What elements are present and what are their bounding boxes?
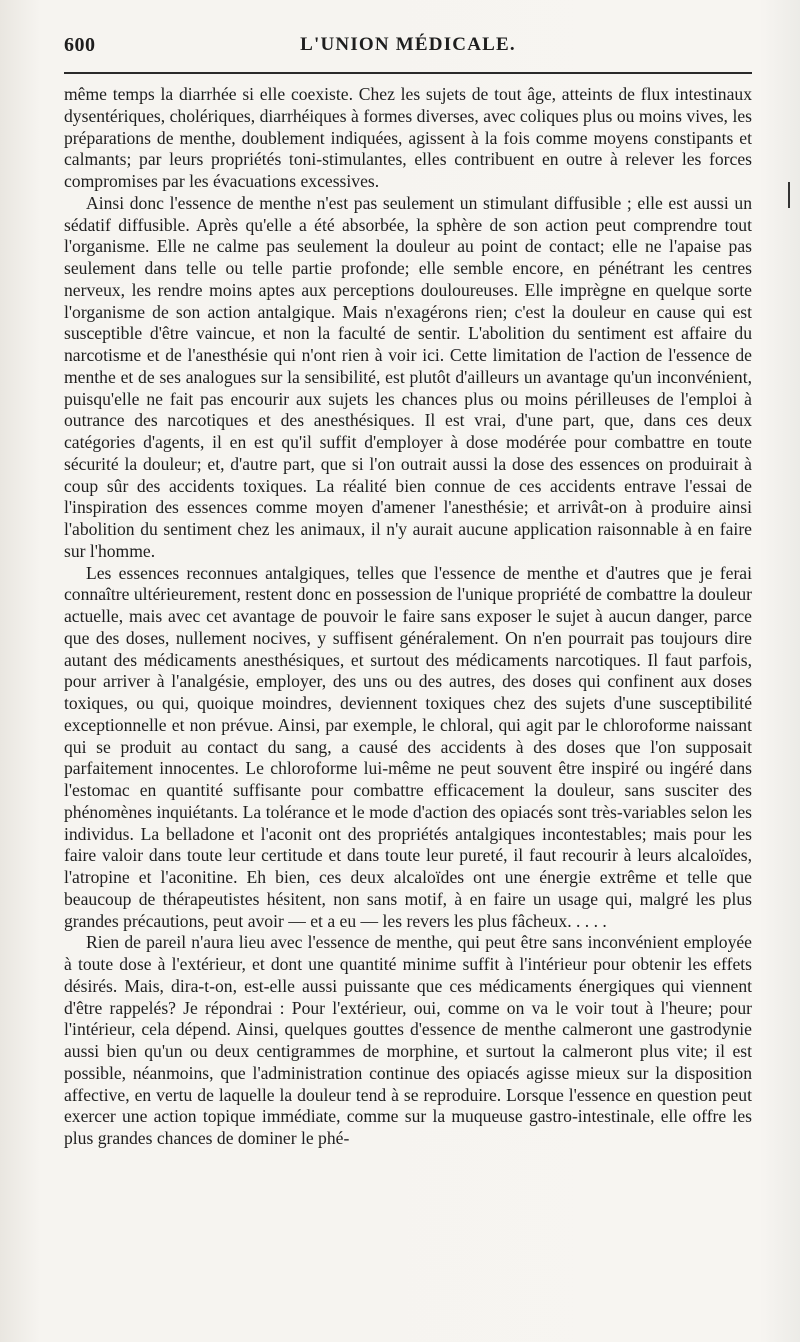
paragraph: Les essences reconnues antalgiques, telles que l'essence de menthe et d'autres que je ferai connaître ultérieurement, restent donc en possession de l'unique propriété de combattre la douleur actuelle, mais avec cet avantage de pouvoir le faire sans exposer le sujet à aucun danger, parce que des doses, nullement nocives, y suffisent généralement. On n'en pourrait pas toujours dire autant des médicaments anesthésiques, et surtout des médicaments narcotiques. Il faut parfois, pour arriver à l'analgésie, employer, des uns ou des autres, des doses qui confinent aux doses toxiques, ou qui, quoique moindres, deviennent toxiques chez des sujets d'une susceptibilité exceptionnelle et non prévue. Ainsi, par exemple, le chloral, qui agit par le chloroforme naissant qui se produit au contact du sang, a causé des accidents à des doses que l'on supposait parfaitement innocentes. Le chloroforme lui-même ne peut souvent être inspiré ou ingéré dans l'estomac en quantité suffisante pour combattre efficacement la douleur, sans susciter des phénomènes inquiétants. La tolérance et le mode d'action des opiacés sont très-variables selon les individus. La belladone et l'aconit ont des propriétés antalgiques incontestables; mais pour les faire valoir dans toute leur certitude et dans toute leur pureté, il faut recourir à leurs alcaloïdes, l'atropine et l'aconitine. Eh bien, ces deux alcaloïdes ont une énergie extrême et telle que beaucoup de thérapeutistes hésitent, non sans motif, à en faire un usage qui, malgré les plus grandes précautions, peut avoir — et a eu — les revers les plus fâcheux. . . . . xyxy=(64,562,752,931)
paragraph: Rien de pareil n'aura lieu avec l'essence de menthe, qui peut être sans inconvénient employée à toute dose à l'extérieur, et dont une quantité minime suffit à l'intérieur pour obtenir les effets désirés. Mais, dira-t-on, est-elle aussi puissante que ces médicaments énergiques qui viennent d'être rappelés? Je répondrai : Pour l'extérieur, oui, comme on va le voir tout à l'heure; pour l'intérieur, cela dépend. Ainsi, quelques gouttes d'essence de menthe calmeront une gastrodynie aussi bien qu'un ou deux centigrammes de morphine, et surtout la calmeront plus vite; il est possible, néanmoins, que l'administration continue des opiacés agisse mieux sur la disposition affective, en vertu de laquelle la douleur tend à se reproduire. Lorsque l'essence en question peut exercer une action topique immédiate, comme sur la muqueuse gastro-intestinale, elle offre les plus grandes chances de dominer le phé- xyxy=(64,932,752,1148)
running-title: L'UNION MÉDICALE. xyxy=(300,34,516,55)
paragraph: Ainsi donc l'essence de menthe n'est pas seulement un stimulant diffusible ; elle est aussi un sédatif diffusible. Après qu'elle a été absorbée, la sphère de son action peut comprendre tout l'organisme. Elle ne calme pas seulement la douleur au point de contact; elle ne l'apaise pas seulement dans telle ou telle partie profonde; elle semble encore, en pénétrant les centres nerveux, les rendre moins aptes aux perceptions douloureuses. Elle imprègne en quelque sorte l'organisme de son action antalgique. Mais n'exagérons rien; c'est la douleur en cause qui est susceptible d'être vaincue, et non la faculté de sentir. L'abolition du sentiment est affaire du narcotisme et de l'anesthésie qui n'ont rien à voir ici. Cette limitation de l'action de l'essence de menthe et de ses analogues sur la sensibilité, est plutôt d'ailleurs un avantage qu'un inconvénient, puisqu'elle ne fait pas encourir aux sujets les chances plus ou moins périlleuses de l'emploi à outrance des narcotiques et des anesthésiques. Il est vrai, d'une part, que, dans ces deux catégories d'agents, il en est qu'il suffit d'employer à dose modérée pour combattre en toute sécurité la douleur; et, d'autre part, que si l'on outrait aussi la dose des essences on produirait à coup sûr des accidents toxiques. La réalité bien connue de ces accidents entrave l'essai de l'inspiration des essences comme moyen d'amener l'anesthésie; et arrivât-on à produire ainsi l'abolition du sentiment chez les animaux, il n'y aurait aucune application raisonnable à en faire sur l'homme. xyxy=(64,192,752,561)
article-body xyxy=(64,84,752,1150)
margin-mark xyxy=(788,182,790,208)
header-rule xyxy=(64,72,752,74)
page-number: 600 xyxy=(64,34,96,56)
page-header xyxy=(64,34,752,62)
paragraph: même temps la diarrhée si elle coexiste. Chez les sujets de tout âge, atteints de flux intestinaux dysentériques, cholériques, diarrhéiques à formes diverses, avec coliques plus ou moins vives, les préparations de menthe, doublement indiquées, agissent à la fois comme moyens constipants et calmants; par leurs propriétés toni-stimulantes, elles contribuent en outre à relever les forces compromises par les évacuations excessives. xyxy=(64,84,752,191)
